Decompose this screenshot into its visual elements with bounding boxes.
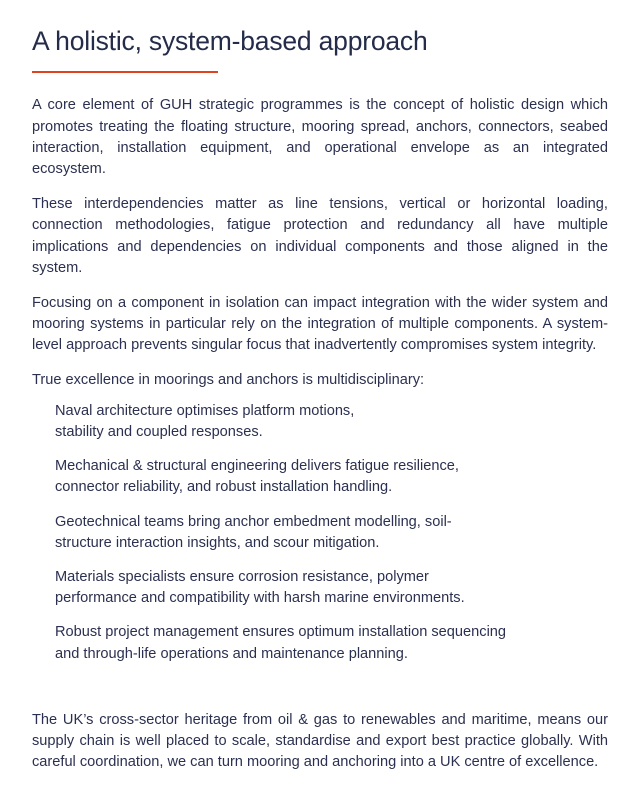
list-item-line: structure interaction insights, and scour mitigation. bbox=[55, 534, 380, 551]
paragraph-1: A core element of GUH strategic programmes is the concept of holistic design which promotes treating the floating structure, mooring spread, anchors, connectors, seabed interaction, installation equipment, and operational envelope as an integrated ecosystem. bbox=[32, 97, 608, 177]
list-item-line: stability and coupled responses. bbox=[55, 423, 263, 440]
list-item-line: Mechanical & structural engineering delivers fatigue resilience, bbox=[55, 458, 459, 475]
list-item bbox=[55, 401, 595, 443]
discipline-list bbox=[32, 401, 608, 665]
list-item bbox=[55, 567, 595, 609]
closing-paragraph: The UK’s cross-sector heritage from oil & gas to renewables and maritime, means our supply chain is well placed to scale, standardise and export best practice globally. With careful coordination, we can turn mooring and anchoring into a UK centre of excellence. bbox=[32, 711, 608, 771]
list-item-line: Geotechnical teams bring anchor embedment modelling, soil- bbox=[55, 513, 452, 530]
title-accent-rule bbox=[32, 71, 218, 74]
body-content bbox=[32, 95, 608, 773]
list-item-line: Robust project management ensures optimum installation sequencing bbox=[55, 624, 507, 641]
list-item-line: Naval architecture optimises platform motions, bbox=[55, 402, 355, 419]
list-lead-in-text: True excellence in moorings and anchors is multidisciplinary: bbox=[32, 371, 425, 388]
list-item bbox=[55, 456, 595, 498]
paragraph-2: These interdependencies matter as line tensions, vertical or horizontal loading, connection methodologies, fatigue protection and redundancy all have multiple implications and dependencies on individual components and those aligned in the system. bbox=[32, 196, 608, 276]
page-title: A holistic, system-based approach bbox=[32, 26, 428, 56]
list-item bbox=[55, 622, 595, 664]
paragraph-3: Focusing on a component in isolation can impact integration with the wider system and mooring systems in particular rely on the integration of multiple components. A system-level approach prevents singular focus that inadvertently compromises system integrity. bbox=[32, 294, 608, 354]
list-item-line: performance and compatibility with harsh marine environments. bbox=[55, 590, 465, 607]
list-item-line: connector reliability, and robust installation handling. bbox=[55, 479, 393, 496]
list-item bbox=[55, 512, 595, 554]
list-item-line: Materials specialists ensure corrosion resistance, polymer bbox=[55, 568, 429, 585]
list-item-line: and through-life operations and maintenance planning. bbox=[55, 645, 408, 662]
